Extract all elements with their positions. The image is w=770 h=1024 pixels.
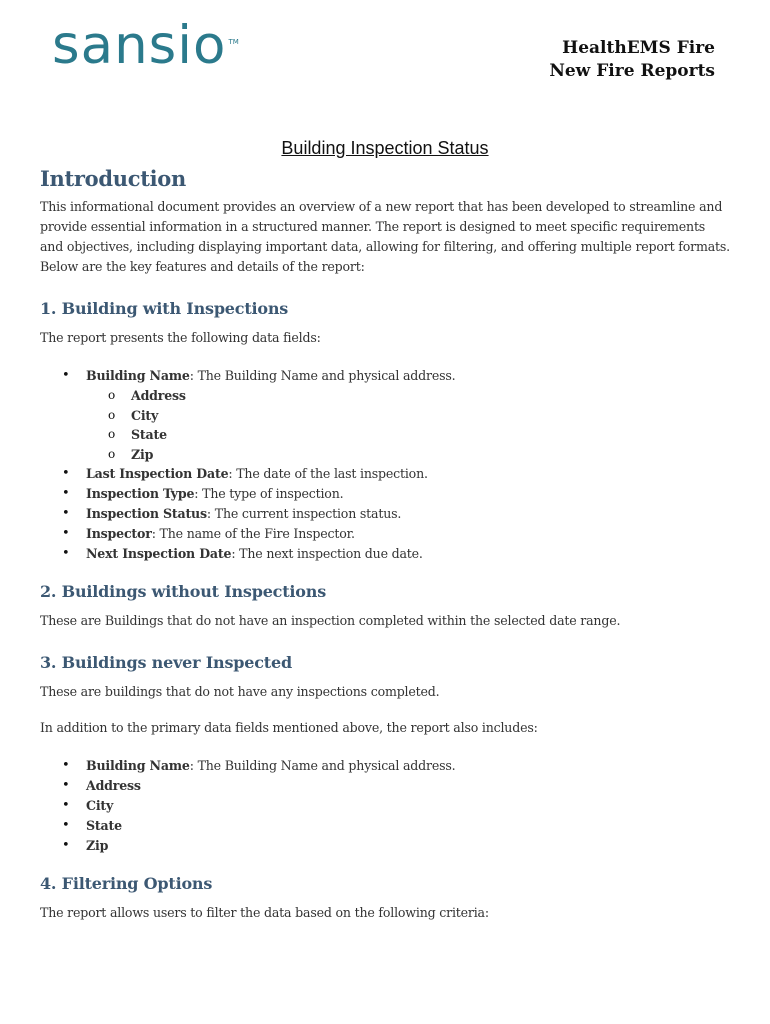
section-4-paragraph: The report allows users to filter the data based on the following criteria: [40, 905, 489, 920]
field-term: Building Name [86, 368, 190, 383]
intro-heading: Introduction [40, 166, 186, 191]
section-2-paragraph: These are Buildings that do not have an inspection completed within the selected date range. [40, 613, 621, 628]
field-term: State [86, 818, 122, 833]
field-desc: : The Building Name and physical address. [189, 368, 456, 383]
list-item [40, 425, 730, 445]
field-term: Last Inspection Date [86, 466, 229, 481]
field-desc: : The name of the Fire Inspector. [151, 526, 355, 541]
field-term: Zip [86, 838, 109, 853]
field-term: Zip [131, 446, 154, 462]
field-term: City [86, 798, 114, 813]
document-header [549, 37, 715, 83]
field-desc: : The next inspection due date. [231, 546, 423, 561]
section-3-paragraph: These are buildings that do not have any inspections completed. [40, 684, 440, 699]
field-desc: : The date of the last inspection. [228, 466, 428, 481]
product-name: HealthEMS Fire [562, 38, 715, 58]
field-desc: : The type of inspection. [194, 486, 344, 501]
logo-trademark: TM [228, 38, 239, 46]
field-desc: : The Building Name and physical address. [189, 758, 456, 773]
list-item [40, 366, 730, 386]
list-item [40, 386, 730, 406]
section-3-paragraph-2: In addition to the primary data fields mentioned above, the report also includes: [40, 720, 538, 735]
field-term: Inspection Status [86, 506, 207, 521]
header-subtitle: New Fire Reports [549, 61, 715, 81]
list-item [40, 544, 730, 564]
intro-paragraph: This informational document provides an overview of a new report that has been developed to streamline and provide essential information in a structured manner. The report is designed to meet specific requirements and objectives, including displaying important data, allowing for filtering, and offering multiple report formats. Below are the key features and details of the report: [40, 199, 730, 274]
field-term: Building Name [86, 758, 190, 773]
section-1-paragraph: The report presents the following data fields: [40, 330, 321, 345]
list-item [40, 464, 730, 484]
list-item [40, 524, 730, 544]
field-term: City [131, 407, 159, 423]
list-item [40, 776, 730, 796]
section-3-field-list [40, 756, 730, 856]
document-body [40, 166, 730, 931]
list-item [40, 756, 730, 776]
field-term: Address [131, 388, 186, 403]
list-item [40, 484, 730, 504]
document-title: Building Inspection Status [281, 138, 489, 158]
field-desc: : The current inspection status. [206, 506, 402, 521]
logo-wordmark: sansio [52, 15, 227, 76]
section-3-heading: 3. Buildings never Inspected [40, 653, 292, 672]
field-term: Inspector [86, 526, 152, 541]
list-item [40, 836, 730, 856]
list-item [40, 445, 730, 465]
field-term: Next Inspection Date [86, 546, 232, 561]
section-4-heading: 4. Filtering Options [40, 874, 213, 893]
field-term: Inspection Type [86, 486, 195, 501]
section-2-heading: 2. Buildings without Inspections [40, 582, 327, 601]
list-item [40, 816, 730, 836]
list-item [40, 504, 730, 524]
section-1-heading: 1. Building with Inspections [40, 299, 289, 318]
list-item [40, 406, 730, 426]
field-term: State [131, 427, 167, 442]
sansio-logo [52, 15, 239, 76]
field-term: Address [86, 778, 141, 793]
section-1-field-list [40, 366, 730, 564]
list-item [40, 796, 730, 816]
